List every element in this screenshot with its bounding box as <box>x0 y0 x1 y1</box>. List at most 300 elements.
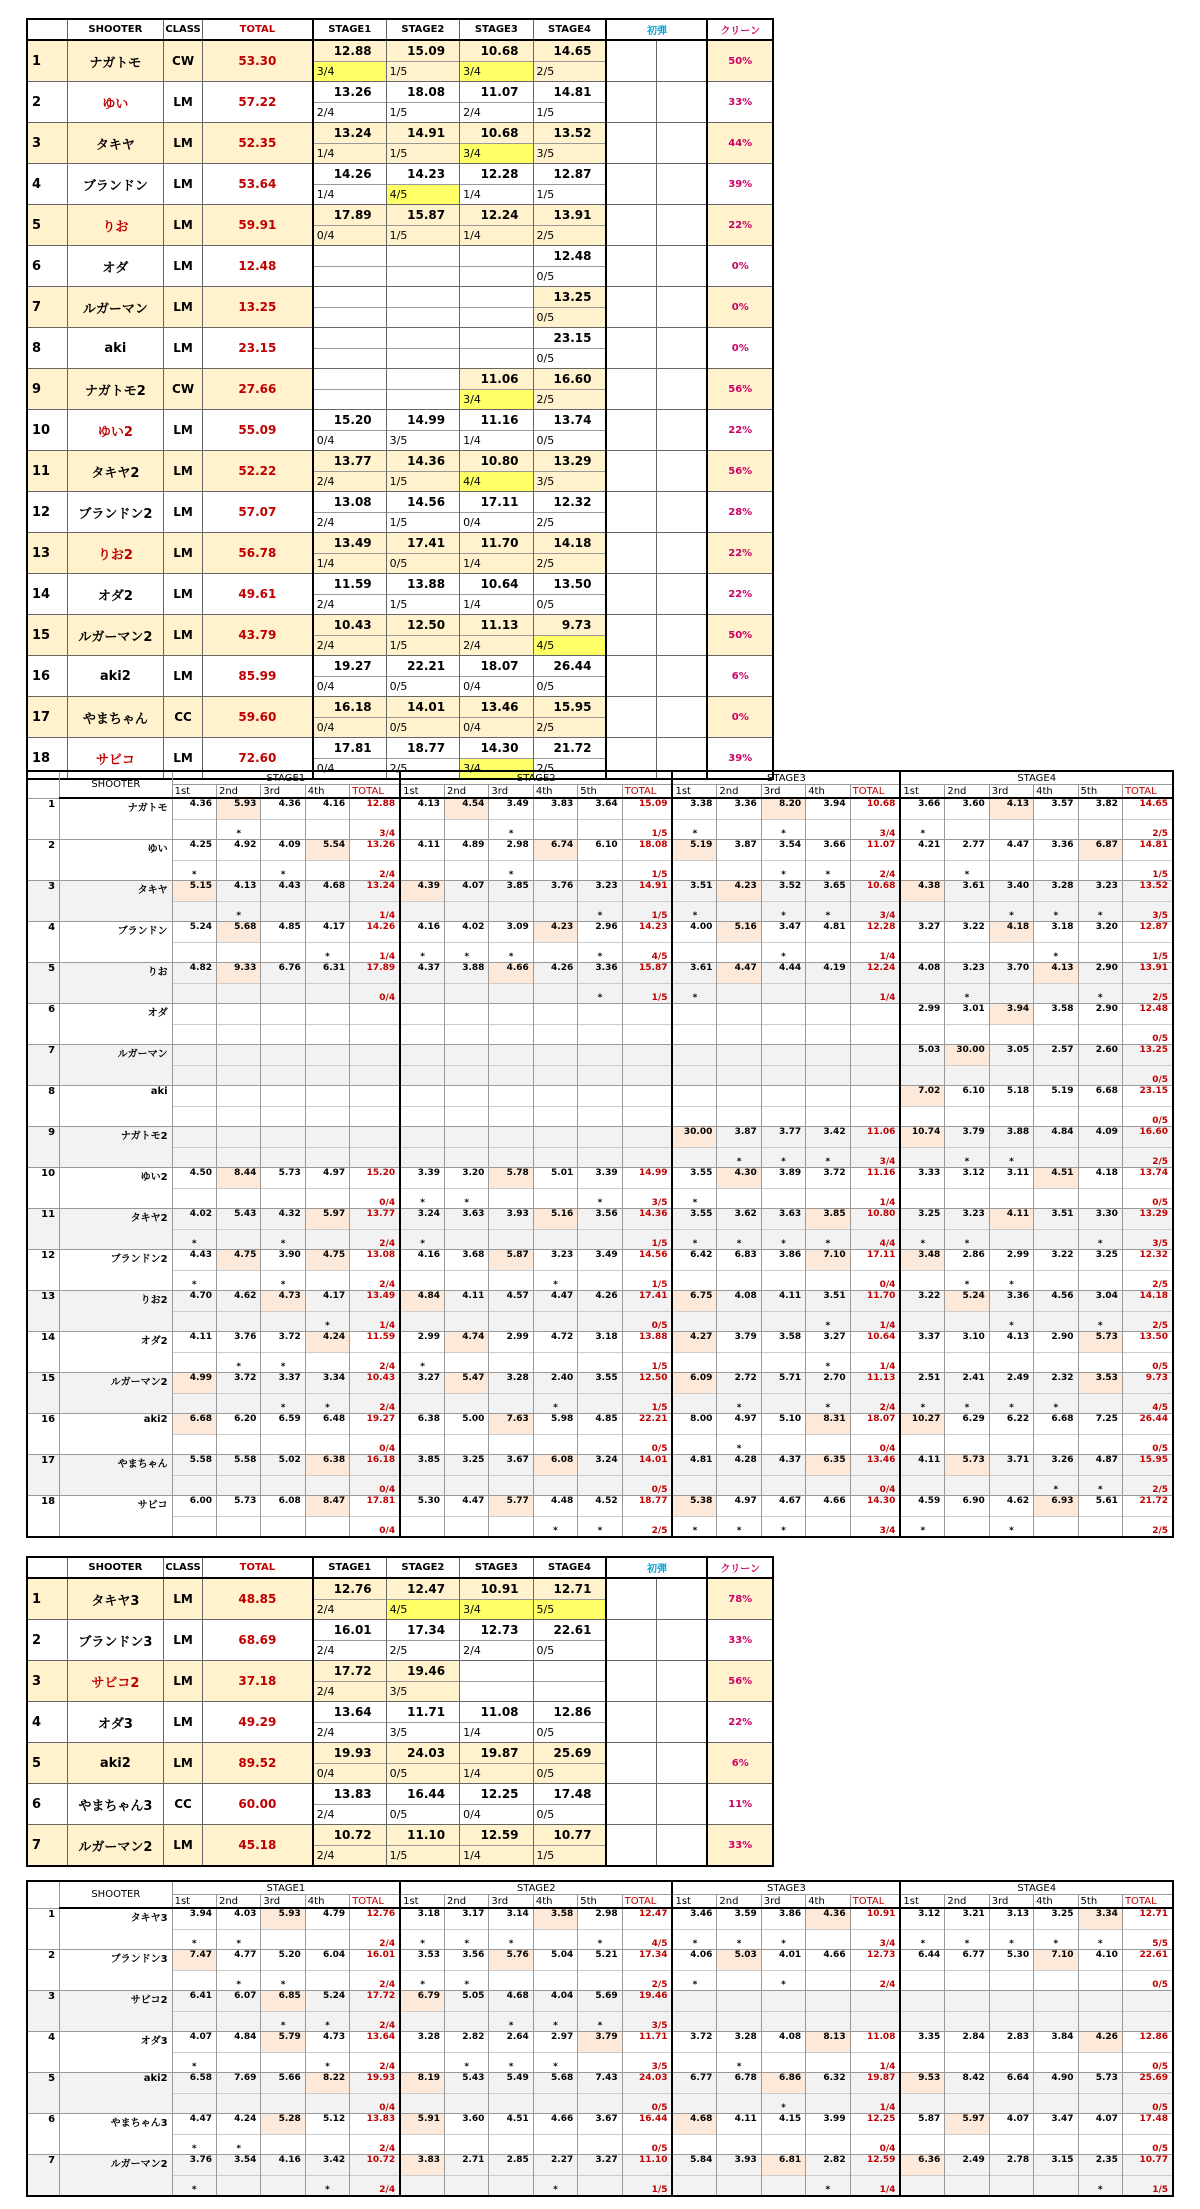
stage-time: 13.88 <box>386 574 459 595</box>
shot-time <box>806 1045 850 1066</box>
shot-time: 3.79 <box>717 1332 761 1353</box>
stage-time: 11.06 <box>460 369 533 390</box>
shot-time: 3.82 <box>1078 798 1122 820</box>
stage-hits <box>850 1107 900 1127</box>
hit-mark <box>578 1353 622 1373</box>
shot-time: 3.55 <box>672 1209 716 1230</box>
stage-total: 11.13 <box>850 1373 900 1394</box>
hit-mark <box>172 1189 216 1209</box>
hit-mark: * <box>445 1189 489 1209</box>
shot-time: 6.08 <box>533 1455 577 1476</box>
shooter-name: ブランドン <box>60 922 173 963</box>
total-header: TOTAL <box>203 1557 313 1578</box>
hit-mark <box>989 2053 1033 2073</box>
hit-mark <box>1078 2053 1122 2073</box>
stage-time: 12.32 <box>533 492 606 513</box>
shot-time: 4.39 <box>400 881 444 902</box>
stage-time: 14.36 <box>386 451 459 472</box>
shot-times-row <box>27 1908 1173 1930</box>
shot-time: 5.97 <box>945 2114 989 2135</box>
hit-mark <box>761 1189 805 1209</box>
shot-time: 5.24 <box>945 1291 989 1312</box>
first-shot-b <box>657 1661 707 1702</box>
shot-time: 4.13 <box>216 881 260 902</box>
stage-time: 12.59 <box>460 1825 533 1846</box>
stage-hits: 0/5 <box>386 1764 459 1784</box>
hit-mark <box>400 820 444 840</box>
hit-mark <box>445 820 489 840</box>
hit-mark <box>761 2012 805 2032</box>
shot-marks-row <box>27 1107 1173 1127</box>
first-shot-a <box>606 574 656 615</box>
stage-hits <box>386 349 459 369</box>
shot-time: 5.58 <box>172 1455 216 1476</box>
hit-mark <box>672 1435 716 1455</box>
shot-time: 3.53 <box>1078 1373 1122 1394</box>
hit-mark <box>806 1476 850 1496</box>
stage-time: 13.74 <box>533 410 606 431</box>
shot-time: 4.89 <box>445 840 489 861</box>
stage-hits: 1/4 <box>850 943 900 963</box>
first-shot-header: 初弾 <box>606 1557 707 1578</box>
stage-total: 22.21 <box>622 1414 672 1435</box>
stage-total: 12.47 <box>622 1908 672 1930</box>
row-number: 4 <box>27 164 67 205</box>
shot-time: 3.72 <box>672 2032 716 2053</box>
hit-mark <box>216 1189 260 1209</box>
shot-time: 3.23 <box>533 1250 577 1271</box>
first-shot-a <box>606 1661 656 1702</box>
stage-hits: 0/5 <box>622 1476 672 1496</box>
stage-hits: 2/5 <box>533 390 606 410</box>
stage-hits: 0/4 <box>350 1435 400 1455</box>
hit-mark <box>900 1107 944 1127</box>
shot-time: 3.40 <box>989 881 1033 902</box>
shot-time: 2.97 <box>533 2032 577 2053</box>
shot-header: 5th <box>578 785 622 799</box>
stage-header: STAGE3 <box>460 1557 533 1578</box>
stage-time: 24.03 <box>386 1743 459 1764</box>
shot-marks-row <box>27 943 1173 963</box>
shot-time: 4.16 <box>261 2155 305 2176</box>
shot-time: 5.16 <box>533 1209 577 1230</box>
shot-time: 4.87 <box>1078 1455 1122 1476</box>
hit-mark <box>578 861 622 881</box>
hit-mark: * <box>489 861 533 881</box>
hit-mark <box>717 2012 761 2032</box>
shot-header: 2nd <box>717 1895 761 1909</box>
shot-time <box>172 1127 216 1148</box>
hit-mark <box>717 1189 761 1209</box>
hit-mark <box>717 984 761 1004</box>
shot-time: 6.77 <box>672 2073 716 2094</box>
hit-mark <box>216 1107 260 1127</box>
hit-mark: * <box>806 861 850 881</box>
shot-time: 3.42 <box>305 2155 349 2176</box>
shot-time: 2.82 <box>806 2155 850 2176</box>
shot-time: 3.25 <box>1034 1908 1078 1930</box>
hit-mark: * <box>172 1271 216 1291</box>
stage-hits: 4/5 <box>622 943 672 963</box>
stage-hits: 4/5 <box>622 1930 672 1950</box>
hit-mark <box>717 2176 761 2197</box>
hit-mark: * <box>806 1230 850 1250</box>
hit-mark: * <box>533 1271 577 1291</box>
stage-total: 19.27 <box>350 1414 400 1435</box>
hit-mark <box>533 1476 577 1496</box>
stage-header: STAGE2 <box>400 1881 672 1895</box>
hit-mark: * <box>172 1230 216 1250</box>
shot-time: 5.04 <box>533 1950 577 1971</box>
stage-time: 10.43 <box>313 615 386 636</box>
shot-times-row <box>27 1455 1173 1476</box>
hit-mark: * <box>806 1312 850 1332</box>
stage-hits: 3/4 <box>460 62 533 82</box>
stage-hits: 2/4 <box>350 2135 400 2155</box>
stage-time: 12.71 <box>533 1578 606 1600</box>
row-number: 18 <box>27 1496 60 1538</box>
shooter-name: タキヤ <box>67 123 163 164</box>
stage-hits <box>1122 2012 1173 2032</box>
shot-time: 3.18 <box>578 1332 622 1353</box>
shot-time: 6.22 <box>989 1414 1033 1435</box>
stage-total <box>850 1004 900 1025</box>
stage-total: 14.18 <box>1122 1291 1173 1312</box>
total-header: TOTAL <box>203 19 313 40</box>
shot-time: 6.87 <box>1078 840 1122 861</box>
stage-total <box>850 1045 900 1066</box>
shot-time: 3.58 <box>1034 1004 1078 1025</box>
stage-time: 26.44 <box>533 656 606 677</box>
total-time: 12.48 <box>203 246 313 287</box>
stage-total: 25.69 <box>1122 2073 1173 2094</box>
shooter-name: オダ2 <box>67 574 163 615</box>
hit-mark <box>305 1435 349 1455</box>
hit-mark <box>1034 1271 1078 1291</box>
stage-total: 13.77 <box>350 1209 400 1230</box>
shot-time: 6.07 <box>216 1991 260 2012</box>
shot-time: 3.18 <box>1034 922 1078 943</box>
shot-time: 5.71 <box>761 1373 805 1394</box>
stage-hits: 2/4 <box>350 1394 400 1414</box>
stage-hits: 1/5 <box>533 1846 606 1867</box>
stage-total: 19.46 <box>622 1991 672 2012</box>
shot-time: 5.93 <box>261 1908 305 1930</box>
stage-hits: 2/4 <box>850 1971 900 1991</box>
hit-mark <box>1078 2135 1122 2155</box>
stage-time: 12.86 <box>533 1702 606 1723</box>
hit-mark: * <box>1078 1312 1122 1332</box>
shooter-row <box>27 1578 773 1600</box>
row-number: 6 <box>27 1784 67 1825</box>
stage-total: 13.64 <box>350 2032 400 2053</box>
stage-time: 13.64 <box>313 1702 386 1723</box>
shot-time: 3.58 <box>761 1332 805 1353</box>
stage-hits: 1/4 <box>460 1846 533 1867</box>
stage-time: 11.08 <box>460 1702 533 1723</box>
hit-mark <box>1034 1517 1078 1538</box>
hit-mark <box>989 943 1033 963</box>
shot-time: 3.23 <box>945 963 989 984</box>
clean-rate: 22% <box>707 574 773 615</box>
shot-time: 5.58 <box>216 1455 260 1476</box>
hit-mark <box>445 1107 489 1127</box>
hit-mark <box>1034 1230 1078 1250</box>
hit-mark <box>717 1353 761 1373</box>
hit-mark: * <box>761 1230 805 1250</box>
stage-hits: 4/4 <box>460 472 533 492</box>
shot-time: 3.79 <box>945 1127 989 1148</box>
hit-mark: * <box>806 902 850 922</box>
hit-mark <box>1034 1066 1078 1086</box>
stage-time: 12.28 <box>460 164 533 185</box>
stage-hits: 2/4 <box>313 1682 386 1702</box>
hit-mark <box>672 1271 716 1291</box>
shot-time <box>672 1004 716 1025</box>
hit-mark: * <box>761 1517 805 1538</box>
stage-time: 11.07 <box>460 82 533 103</box>
shot-time: 6.78 <box>717 2073 761 2094</box>
shot-times-row <box>27 1332 1173 1353</box>
hit-mark <box>989 1189 1033 1209</box>
hit-mark <box>489 1189 533 1209</box>
stage-total: 14.30 <box>850 1496 900 1517</box>
shot-marks-row <box>27 1312 1173 1332</box>
stage-total-header: TOTAL <box>622 1895 672 1909</box>
shot-time: 4.62 <box>989 1496 1033 1517</box>
hit-mark <box>445 1435 489 1455</box>
shot-time: 3.36 <box>717 798 761 820</box>
hit-mark <box>672 2012 716 2032</box>
shot-time: 4.97 <box>305 1168 349 1189</box>
shot-header: 2nd <box>945 1895 989 1909</box>
stage-time: 17.72 <box>313 1661 386 1682</box>
stage-hits: 2/4 <box>350 1353 400 1373</box>
hit-mark <box>445 2135 489 2155</box>
hit-mark <box>806 1517 850 1538</box>
shot-time: 3.23 <box>1078 881 1122 902</box>
stage-hits: 1/4 <box>460 431 533 451</box>
stage-total: 10.43 <box>350 1373 400 1394</box>
shot-time: 4.11 <box>400 840 444 861</box>
hit-mark <box>945 1435 989 1455</box>
shot-time <box>445 1127 489 1148</box>
hit-mark: * <box>400 1971 444 1991</box>
shot-header: 2nd <box>445 1895 489 1909</box>
hit-mark: * <box>989 1148 1033 1168</box>
shot-header: 3rd <box>989 1895 1033 1909</box>
stage-hits: 2/5 <box>1122 1148 1173 1168</box>
shot-time: 4.79 <box>305 1908 349 1930</box>
shot-time: 3.93 <box>717 2155 761 2176</box>
stage-hits: 0/4 <box>350 1517 400 1538</box>
hit-mark <box>900 1353 944 1373</box>
shot-time: 3.49 <box>489 798 533 820</box>
shot-time: 5.68 <box>216 922 260 943</box>
shot-time <box>216 1127 260 1148</box>
hit-mark: * <box>900 1517 944 1538</box>
shot-marks-row <box>27 1271 1173 1291</box>
shooter-class: CC <box>164 697 203 738</box>
hit-mark <box>578 1271 622 1291</box>
row-number: 17 <box>27 1455 60 1496</box>
shot-time: 3.76 <box>172 2155 216 2176</box>
shot-header: 1st <box>172 785 216 799</box>
hit-mark: * <box>216 2135 260 2155</box>
shot-time: 4.68 <box>305 881 349 902</box>
stage-total-header: TOTAL <box>850 785 900 799</box>
shot-time: 4.66 <box>806 1950 850 1971</box>
total-time: 57.07 <box>203 492 313 533</box>
first-shot-a <box>606 615 656 656</box>
hit-mark <box>489 1394 533 1414</box>
stage-time: 17.81 <box>313 738 386 759</box>
shot-times-row <box>27 922 1173 943</box>
row-number: 6 <box>27 246 67 287</box>
blank-header <box>27 771 60 798</box>
hit-mark: * <box>172 2176 216 2197</box>
shooter-row <box>27 533 773 554</box>
row-number: 11 <box>27 451 67 492</box>
row-number: 2 <box>27 1950 60 1991</box>
hit-mark: * <box>761 1930 805 1950</box>
stage-hits: 0/5 <box>1122 2094 1173 2114</box>
total-time: 37.18 <box>203 1661 313 1702</box>
shot-time: 6.68 <box>172 1414 216 1435</box>
shot-time <box>305 1086 349 1107</box>
first-shot-a <box>606 656 656 697</box>
stage-hits: 1/5 <box>1122 943 1173 963</box>
stage-total <box>622 1127 672 1148</box>
total-time: 52.22 <box>203 451 313 492</box>
stage-total <box>350 1045 400 1066</box>
hit-mark <box>1078 1353 1122 1373</box>
stage-hits <box>386 390 459 410</box>
shot-time: 3.70 <box>989 963 1033 984</box>
stage-total: 13.88 <box>622 1332 672 1353</box>
shot-time: 3.55 <box>578 1373 622 1394</box>
shot-time: 2.35 <box>1078 2155 1122 2176</box>
shot-time: 4.47 <box>445 1496 489 1517</box>
stage-total: 12.71 <box>1122 1908 1173 1930</box>
shot-time: 3.61 <box>672 963 716 984</box>
stage-header: STAGE1 <box>313 1557 386 1578</box>
hit-mark <box>945 1353 989 1373</box>
shot-time: 5.76 <box>489 1950 533 1971</box>
shot-header: 2nd <box>216 1895 260 1909</box>
shot-time <box>672 1045 716 1066</box>
hit-mark <box>172 943 216 963</box>
stage-hits: 3/5 <box>386 431 459 451</box>
shot-time: 4.23 <box>533 922 577 943</box>
shooter-row <box>27 1661 773 1682</box>
hit-mark <box>578 1025 622 1045</box>
shot-time: 3.18 <box>400 1908 444 1930</box>
stage-hits: 2/5 <box>533 62 606 82</box>
hit-mark <box>900 1271 944 1291</box>
shot-time: 5.73 <box>945 1455 989 1476</box>
stage-hits: 2/5 <box>386 1641 459 1661</box>
stage-hits: 0/4 <box>313 718 386 738</box>
shot-time: 4.59 <box>900 1496 944 1517</box>
stage-hits: 0/5 <box>533 431 606 451</box>
shot-time: 3.13 <box>989 1908 1033 1930</box>
hit-mark <box>400 1476 444 1496</box>
hit-mark <box>305 1476 349 1496</box>
stage-hits <box>850 2012 900 2032</box>
hit-mark <box>989 1353 1033 1373</box>
shot-time: 8.20 <box>761 798 805 820</box>
shot-time: 4.06 <box>672 1950 716 1971</box>
row-number: 7 <box>27 1825 67 1867</box>
shot-time: 4.84 <box>400 1291 444 1312</box>
hit-mark <box>400 902 444 922</box>
stage-total <box>850 1991 900 2012</box>
stage-hits: 1/4 <box>850 2094 900 2114</box>
row-number: 1 <box>27 1578 67 1620</box>
stage-hits: 0/5 <box>1122 1066 1173 1086</box>
shot-marks-row <box>27 2012 1173 2032</box>
shot-times-row <box>27 1373 1173 1394</box>
stage-time: 14.01 <box>386 697 459 718</box>
first-shot-a <box>606 1825 656 1867</box>
shot-time: 5.61 <box>1078 1496 1122 1517</box>
shot-header: 4th <box>533 785 577 799</box>
hit-mark <box>1034 984 1078 1004</box>
stage-time: 10.77 <box>533 1825 606 1846</box>
shooter-name: ゆい <box>67 82 163 123</box>
stage-hits: 2/4 <box>313 1641 386 1661</box>
shot-time: 5.79 <box>261 2032 305 2053</box>
hit-mark <box>1078 1148 1122 1168</box>
hit-mark <box>1034 1353 1078 1373</box>
hit-mark <box>489 2135 533 2155</box>
shot-time: 8.42 <box>945 2073 989 2094</box>
shot-time <box>400 1004 444 1025</box>
hit-mark <box>489 1517 533 1538</box>
stage-hits: 1/5 <box>386 595 459 615</box>
shot-time: 2.70 <box>806 1373 850 1394</box>
stage-total: 14.01 <box>622 1455 672 1476</box>
shooter-class: LM <box>164 82 203 123</box>
stage-time <box>313 328 386 349</box>
shot-time: 4.08 <box>900 963 944 984</box>
clean-rate: 11% <box>707 1784 773 1825</box>
shot-time: 3.61 <box>945 881 989 902</box>
hit-mark <box>445 2012 489 2032</box>
stage-total: 11.07 <box>850 840 900 861</box>
stage-hits: 2/4 <box>313 595 386 615</box>
hit-mark <box>216 1025 260 1045</box>
stage-total: 12.50 <box>622 1373 672 1394</box>
clean-rate: 33% <box>707 82 773 123</box>
hit-mark <box>1034 2135 1078 2155</box>
hit-mark <box>717 1066 761 1086</box>
shooter-name: ブランドン <box>67 164 163 205</box>
hit-mark <box>578 2135 622 2155</box>
stage-time: 16.01 <box>313 1620 386 1641</box>
shot-time: 3.53 <box>400 1950 444 1971</box>
shot-time: 2.90 <box>1078 1004 1122 1025</box>
hit-mark <box>533 1971 577 1991</box>
hit-mark: * <box>1078 2176 1122 2197</box>
shot-time: 4.47 <box>989 840 1033 861</box>
stage-time: 14.65 <box>533 40 606 62</box>
shot-header: 5th <box>1078 785 1122 799</box>
hit-mark <box>216 943 260 963</box>
shot-time: 3.25 <box>445 1455 489 1476</box>
stage-time: 15.87 <box>386 205 459 226</box>
